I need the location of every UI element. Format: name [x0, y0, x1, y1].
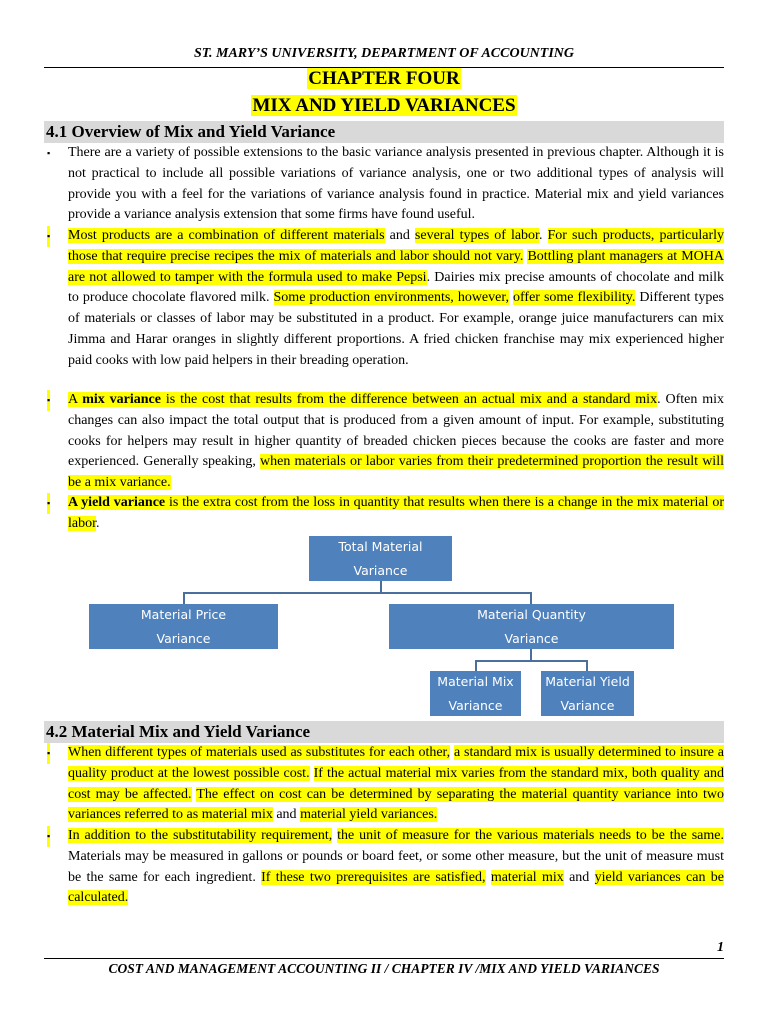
- term-yield-variance: A yield variance: [68, 495, 166, 510]
- page-number: 1: [717, 940, 724, 955]
- bullet-icon: ▪: [47, 826, 50, 847]
- node-label: Material Price: [140, 606, 227, 622]
- paragraph-overview: [44, 143, 724, 226]
- node-material-mix-variance: [430, 671, 521, 716]
- paragraph-text: [68, 390, 724, 494]
- text-run: .: [538, 228, 548, 243]
- highlight: material mix: [490, 869, 564, 885]
- node-label: Variance: [448, 697, 503, 713]
- paragraph-text: [68, 743, 724, 826]
- connector-line: [475, 660, 588, 662]
- term-mix-variance: mix variance: [82, 392, 161, 407]
- text-run: and: [384, 228, 415, 243]
- node-label: Material Quantity: [477, 606, 586, 622]
- highlight: the unit of measure for the various materials needs to be the same.: [337, 828, 724, 843]
- chapter-title-text: MIX AND YIELD VARIANCES: [252, 95, 516, 116]
- text-run: . Often mix changes can also impact the total output that is produced from a given amount of input. For example, substituting cooks for helpers may result in higher quantity of breaded chicken pieces because the cooks are faster and more experienced. Generally speaking,: [68, 392, 724, 470]
- node-label: Variance: [560, 697, 615, 713]
- text-run: .: [96, 515, 100, 531]
- section-heading-4-2: 4.2 Material Mix and Yield Variance: [44, 721, 724, 743]
- highlight: For such products, particularly those that require precise recipes the mix of materials and labor should not vary.: [68, 228, 725, 264]
- node-material-price-variance: [89, 604, 278, 649]
- node-label: Variance: [504, 630, 559, 646]
- node-label: Material Mix: [437, 673, 514, 689]
- highlight: When different types of materials used as substitutes for each other,: [68, 745, 451, 760]
- bullet-icon: ▪: [47, 226, 50, 247]
- text-run: Materials may be measured in gallons or pounds or board feet, or some other measure, but the unit of measure must be the same for each ingredient.: [68, 848, 724, 885]
- highlight: offer some flexibility.: [513, 290, 636, 306]
- connector-line: [183, 592, 532, 594]
- highlight: The effect on cost can be determined by separating the material quantity variance into two variances referred to as material mix: [68, 786, 724, 823]
- node-label: Total Material: [338, 538, 423, 554]
- highlight: when materials or labor varies from their predetermined proportion the result will be a mix variance.: [68, 454, 724, 490]
- node-material-quantity-variance: [389, 604, 674, 649]
- highlight: If these two prerequisites are satisfied,: [261, 869, 486, 885]
- highlight: yield variances can be calculated.: [68, 869, 725, 906]
- bullet-icon: ▪: [47, 390, 50, 411]
- highlight: [68, 495, 724, 531]
- paragraph-text: [68, 226, 724, 371]
- section-heading-4-1: 4.1 Overview of Mix and Yield Variance: [44, 121, 724, 143]
- chapter-number-text: CHAPTER FOUR: [308, 68, 460, 89]
- paragraph-substitutes: [44, 743, 724, 826]
- node-label: Variance: [353, 562, 408, 578]
- paragraph-text: [68, 493, 724, 535]
- highlight: a standard mix is usually determined to insure a quality product at the lowest possible cost.: [68, 745, 724, 781]
- paragraph-yield-variance: [44, 493, 724, 535]
- highlight: If the actual material mix varies from the standard mix, both quality and cost may be affected.: [68, 765, 724, 802]
- paragraph-unit-of-measure: [44, 826, 724, 909]
- text-run: is the extra cost from the loss in quantity that results when there is a change in the mix material or labor: [68, 495, 725, 531]
- highlight: Some production environments, however,: [273, 290, 509, 306]
- node-total-material-variance: [309, 536, 452, 581]
- footer-rule: [44, 958, 724, 959]
- page-footer: COST AND MANAGEMENT ACCOUNTING II / CHAPTER IV /MIX AND YIELD VARIANCES: [108, 961, 660, 976]
- paragraph-text: There are a variety of possible extensions to the basic variance analysis presented in previous chapter. Although it is not practical to include all possible variations of variance analysis, one or two additional types of analysis will provide you with a feel for the variations of variance analysis found in practice. Material mix and yield variances provide a variance analysis extension that some firms have found useful.: [68, 145, 724, 223]
- text-run: and: [272, 807, 301, 823]
- text-run: is the cost that results from the difference between an actual mix and a standard mix: [160, 392, 658, 407]
- text-run: and: [563, 869, 595, 885]
- chapter-title: [0, 95, 768, 117]
- highlight: Bottling plant managers at MOHA are not allowed to tamper with the formula used to make Pepsi: [68, 248, 725, 285]
- paragraph-text: [68, 826, 724, 909]
- text-run: A: [68, 392, 83, 407]
- highlight: material yield variances.: [300, 807, 438, 823]
- paragraph-products: [44, 226, 724, 371]
- bullet-icon: ▪: [47, 493, 50, 514]
- text-run: Different types of materials or classes of labor may be substituted in a product. For example, orange juice manufacturers can mix Jimma and Harar oranges in slightly different proportions. A fried chicken franchise may mix experienced higher paid cooks with low paid helpers in their breading operation.: [68, 290, 724, 368]
- page-header: ST. MARY’S UNIVERSITY, DEPARTMENT OF ACCOUNTING: [193, 46, 575, 61]
- chapter-number: [0, 68, 768, 90]
- highlight: In addition to the substitutability requirement,: [68, 828, 333, 843]
- node-material-yield-variance: [541, 671, 634, 716]
- bullet-icon: ▪: [47, 148, 51, 158]
- text-run: . Dairies mix precise amounts of chocolate and milk to produce chocolate flavored milk.: [68, 269, 724, 306]
- highlight: several types of labor: [414, 228, 539, 243]
- highlight: Most products are a combination of different materials: [68, 228, 385, 243]
- node-label: Material Yield: [545, 673, 630, 689]
- highlight: [68, 392, 657, 407]
- node-label: Variance: [156, 630, 211, 646]
- paragraph-mix-variance: [44, 390, 724, 494]
- bullet-icon: ▪: [47, 743, 50, 764]
